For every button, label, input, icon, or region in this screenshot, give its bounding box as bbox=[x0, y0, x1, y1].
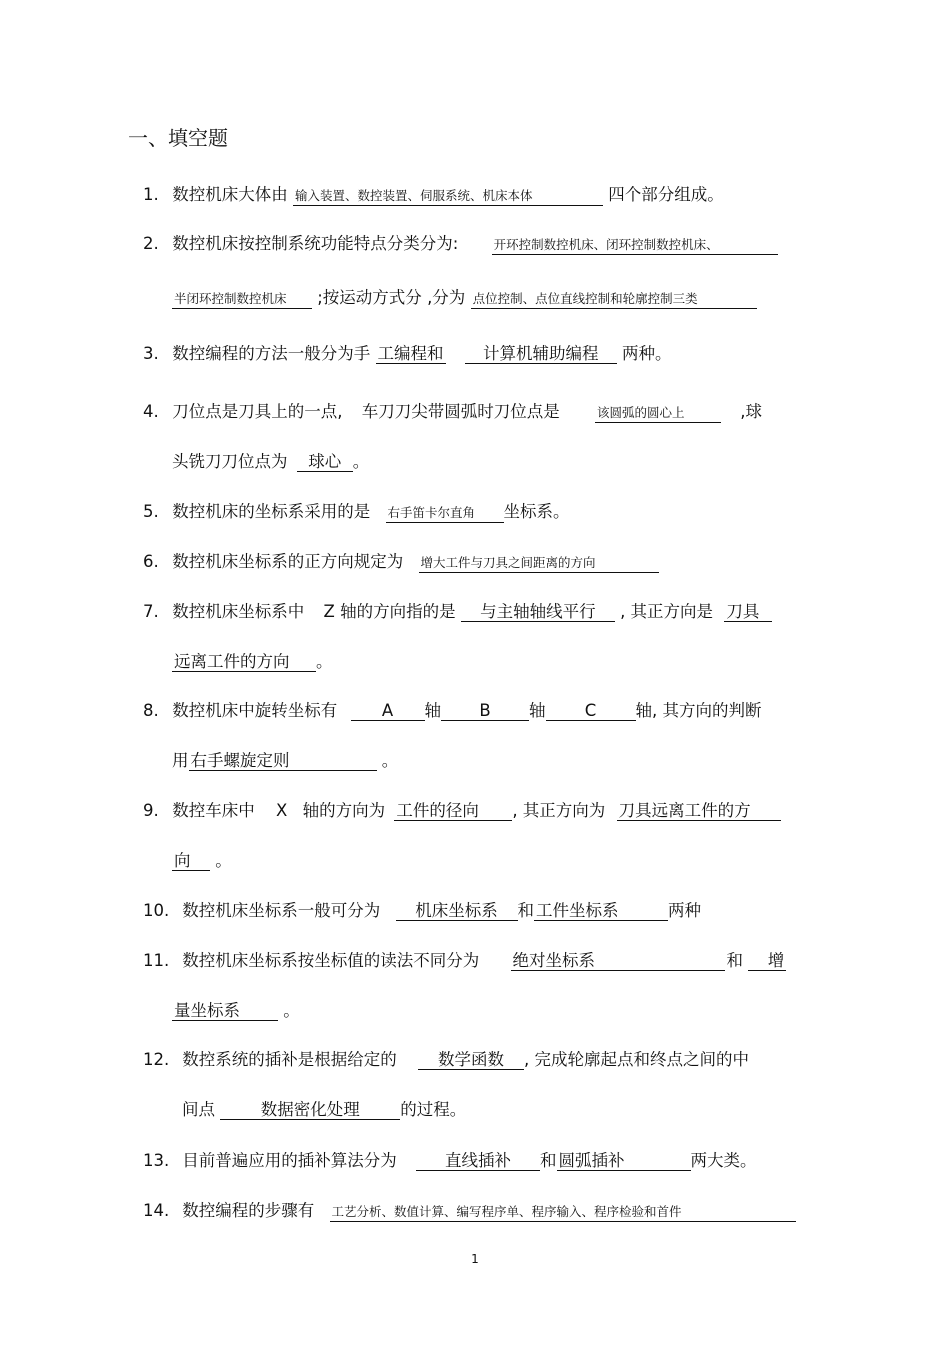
question-number: 3. bbox=[143, 344, 159, 363]
question-5 bbox=[143, 500, 810, 524]
question-text: 数控机床坐标系按坐标值的读法不同分为 bbox=[182, 951, 480, 970]
answer-blank: 半闭环控制数控机床 bbox=[172, 290, 312, 309]
question-text: 。 bbox=[381, 751, 399, 770]
question-number: 9. bbox=[143, 801, 159, 820]
question-text: 坐标系。 bbox=[503, 502, 570, 521]
answer-blank: 绝对坐标系 bbox=[511, 952, 725, 971]
question-text: 两种 bbox=[668, 901, 701, 920]
question-text: 。 bbox=[316, 652, 333, 671]
question-2 bbox=[143, 232, 810, 256]
question-9 bbox=[143, 799, 810, 823]
question-text: 数控机床中旋转坐标有 bbox=[172, 701, 338, 720]
question-text: 数控机床坐标系的正方向规定为 bbox=[172, 552, 404, 571]
question-number: 4. bbox=[143, 402, 159, 421]
page-number: 1 bbox=[471, 1252, 479, 1266]
answer-blank: 开环控制数控机床、闭环控制数控机床、 bbox=[492, 236, 778, 255]
question-text: , 其正方向为 bbox=[512, 801, 606, 820]
answer-blank: A bbox=[351, 702, 425, 721]
answer-blank: 输入装置、数控装置、伺服系统、机床本体 bbox=[293, 187, 603, 206]
answer-blank: 计算机辅助编程 bbox=[465, 345, 617, 364]
question-text: ,分为 bbox=[427, 288, 466, 307]
question-text: 和 bbox=[726, 951, 743, 970]
question-11-continued bbox=[172, 999, 810, 1023]
question-11 bbox=[143, 949, 810, 973]
answer-blank: 直线插补 bbox=[416, 1152, 540, 1171]
question-12-continued bbox=[182, 1098, 810, 1122]
question-number: 5. bbox=[143, 502, 159, 521]
question-text: 轴 bbox=[424, 701, 441, 720]
question-text: 目前普遍应用的插补算法分为 bbox=[182, 1151, 397, 1170]
answer-blank: 数据密化处理 bbox=[220, 1101, 400, 1120]
answer-blank: 工件坐标系 bbox=[534, 902, 668, 921]
question-text: , 其正方向是 bbox=[620, 602, 714, 621]
answer-blank: 量坐标系 bbox=[172, 1002, 278, 1021]
question-8 bbox=[143, 699, 810, 723]
question-text: 轴的方向指的是 bbox=[340, 602, 456, 621]
question-number: 8. bbox=[143, 701, 159, 720]
question-text: 轴的方向为 bbox=[302, 801, 386, 820]
question-text: 数控编程的步骤有 bbox=[182, 1201, 315, 1220]
question-text: 。 bbox=[352, 452, 370, 471]
question-text: 数控车床中 bbox=[172, 801, 255, 820]
question-8-continued bbox=[172, 749, 810, 773]
question-text: , 完成轮廓起点和终点之间的中 bbox=[524, 1050, 749, 1069]
question-text: 头铣刀刀位点为 bbox=[172, 452, 288, 471]
question-number: 2. bbox=[143, 234, 159, 253]
answer-blank: 球心 bbox=[297, 453, 353, 472]
answer-blank: 刀具远离工件的方 bbox=[617, 802, 781, 821]
question-number: 10. bbox=[143, 901, 170, 920]
answer-blank: 刀具 bbox=[724, 603, 772, 622]
question-text: 车刀刀尖带圆弧时刀位点是 bbox=[361, 402, 560, 421]
question-text: 数控机床大体由 bbox=[172, 185, 288, 204]
question-text: ;按运动方式分 bbox=[317, 288, 422, 307]
question-text: ,球 bbox=[740, 402, 762, 421]
question-13 bbox=[143, 1149, 810, 1173]
question-text: 和 bbox=[540, 1151, 557, 1170]
question-7 bbox=[143, 600, 810, 624]
question-2-continued bbox=[172, 286, 810, 310]
question-12 bbox=[143, 1048, 810, 1072]
question-text: 数控机床的坐标系采用的是 bbox=[172, 502, 371, 521]
question-number: 12. bbox=[143, 1050, 170, 1069]
answer-blank: 数学函数 bbox=[418, 1051, 524, 1070]
question-number: 1. bbox=[143, 185, 159, 204]
question-3 bbox=[143, 342, 810, 366]
question-7-continued bbox=[172, 650, 810, 674]
axis-label: Z bbox=[323, 602, 335, 621]
answer-blank: 圆弧插补 bbox=[557, 1152, 691, 1171]
question-10 bbox=[143, 899, 810, 923]
question-number: 13. bbox=[143, 1151, 170, 1170]
question-6 bbox=[143, 550, 810, 574]
question-text: 两种。 bbox=[622, 344, 672, 363]
answer-blank: 机床坐标系 bbox=[396, 902, 518, 921]
answer-blank: 与主轴轴线平行 bbox=[461, 603, 615, 622]
answer-blank: 增大工件与刀具之间距离的方向 bbox=[419, 554, 659, 573]
question-text: 的过程。 bbox=[400, 1100, 467, 1119]
question-text: 四个部分组成。 bbox=[608, 185, 724, 204]
question-text: 数控机床坐标系一般可分为 bbox=[182, 901, 381, 920]
question-number: 6. bbox=[143, 552, 159, 571]
answer-blank: 远离工件的方向 bbox=[172, 653, 316, 672]
question-9-continued bbox=[172, 849, 810, 873]
question-text: 用 bbox=[172, 751, 189, 770]
question-4 bbox=[143, 400, 810, 424]
question-text: 轴, 其方向的判断 bbox=[635, 701, 762, 720]
question-text: 数控系统的插补是根据给定的 bbox=[182, 1050, 397, 1069]
answer-blank: 增 bbox=[748, 952, 786, 971]
answer-blank: 该圆弧的圆心上 bbox=[595, 404, 721, 423]
answer-blank: 右手螺旋定则 bbox=[189, 752, 377, 771]
question-number: 11. bbox=[143, 951, 170, 970]
answer-blank: 工艺分析、数值计算、编写程序单、程序输入、程序检验和首件 bbox=[330, 1203, 796, 1222]
answer-blank: C bbox=[546, 702, 636, 721]
question-text: 数控机床按控制系统功能特点分类分为: bbox=[172, 234, 459, 253]
answer-blank: 工编程和 bbox=[377, 344, 444, 363]
question-text: 间点 bbox=[182, 1100, 215, 1119]
question-number: 14. bbox=[143, 1201, 170, 1220]
question-text: 。 bbox=[215, 851, 232, 870]
answer-blank: 向 bbox=[172, 852, 210, 871]
answer-blank: 点位控制、点位直线控制和轮廓控制三类 bbox=[471, 290, 757, 309]
question-14 bbox=[143, 1199, 810, 1223]
section-title: 一、填空题 bbox=[128, 126, 228, 150]
question-text: 轴 bbox=[529, 701, 546, 720]
question-text: 数控机床坐标系中 bbox=[172, 602, 305, 621]
answer-blank: 右手笛卡尔直角 bbox=[386, 504, 504, 523]
axis-label: X bbox=[276, 801, 288, 820]
question-text: 。 bbox=[283, 1001, 300, 1020]
answer-blank: B bbox=[441, 702, 529, 721]
question-4-continued bbox=[172, 450, 810, 474]
question-number: 7. bbox=[143, 602, 159, 621]
question-text: 和 bbox=[517, 901, 534, 920]
question-text: 两大类。 bbox=[690, 1151, 757, 1170]
answer-blank: 工件的径向 bbox=[394, 802, 512, 821]
question-text: 数控编程的方法一般分为手 bbox=[172, 344, 371, 363]
question-text: 刀位点是刀具上的一点, bbox=[172, 402, 343, 421]
question-1 bbox=[143, 183, 810, 207]
